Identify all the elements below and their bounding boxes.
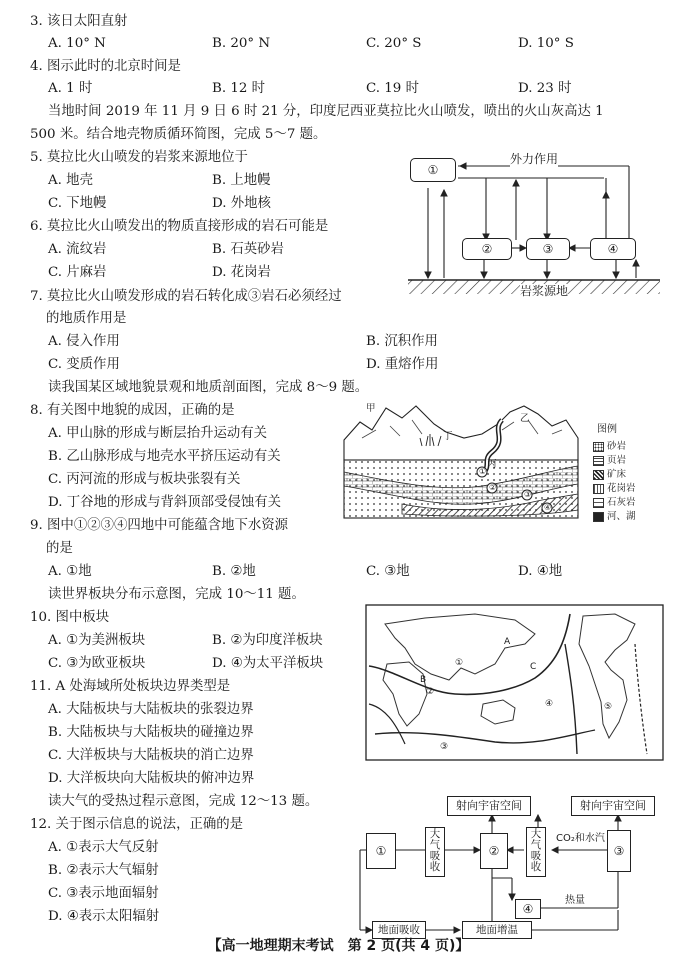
geo-num-3: ③ bbox=[524, 490, 532, 499]
heat-co2-label: CO₂和水汽 bbox=[556, 833, 605, 844]
text-line-q5: 5. 莫拉比火山喷发的岩浆来源地位于 bbox=[30, 150, 248, 165]
geo-legend-label: 花岗岩 bbox=[607, 483, 636, 494]
heat-space-box-2: 射向宇宙空间 bbox=[571, 796, 655, 816]
text-line-q11b: B. 大陆板块与大陆板块的碰撞边界 bbox=[48, 725, 254, 740]
plate-label: B bbox=[420, 675, 427, 685]
text-line-q5c: C. 下地幔 bbox=[48, 196, 107, 211]
legend-swatch-icon bbox=[593, 484, 604, 494]
world-plates-map bbox=[365, 604, 664, 761]
text-line-q9b: 的是 bbox=[46, 541, 73, 556]
text-line-q3c: C. 20° S bbox=[366, 36, 422, 51]
geo-num-2: ② bbox=[489, 483, 497, 492]
geo-legend-label: 河、湖 bbox=[607, 511, 636, 522]
plate-label: ④ bbox=[545, 699, 554, 709]
geo-label-jia: 甲 bbox=[366, 403, 376, 414]
text-line-q9oc: C. ③地 bbox=[366, 564, 410, 579]
geo-legend-item bbox=[593, 510, 636, 524]
legend-swatch-icon bbox=[593, 498, 604, 508]
text-line-stem1213: 读大气的受热过程示意图，完成 12～13 题。 bbox=[48, 794, 319, 809]
text-line-q7od: D. 重熔作用 bbox=[366, 357, 439, 372]
text-line-q6c: C. 片麻岩 bbox=[48, 265, 107, 280]
heat-space-box-1: 射向宇宙空间 bbox=[447, 796, 531, 816]
plate-label: ③ bbox=[440, 742, 449, 752]
rock-box-4: ④ bbox=[590, 238, 636, 260]
heat-heat-label: 热量 bbox=[565, 895, 585, 906]
plate-label: C bbox=[530, 662, 537, 672]
text-line-q6a: A. 流纹岩 bbox=[48, 242, 107, 257]
text-line-q9oa: A. ①地 bbox=[48, 564, 92, 579]
legend-swatch-icon bbox=[593, 442, 604, 452]
heat-box-1: ① bbox=[366, 833, 396, 869]
geo-legend-label: 矿床 bbox=[607, 469, 627, 480]
text-line-q12d: D. ④表示太阳辐射 bbox=[48, 909, 160, 924]
text-line-q11: 11. A 处海域所处板块边界类型是 bbox=[30, 679, 231, 694]
text-line-q5b: B. 上地幔 bbox=[212, 173, 271, 188]
text-line-q11d: D. 大洋板块向大陆板块的俯冲边界 bbox=[48, 771, 255, 786]
text-line-q8a: A. 甲山脉的形成与断层抬升运动有关 bbox=[48, 426, 268, 441]
text-line-q10a: A. ①为美洲板块 bbox=[48, 633, 146, 648]
heat-atm-absorb-2: 大气吸收 bbox=[526, 827, 546, 877]
geo-legend-label: 砂岩 bbox=[607, 441, 627, 452]
external-force-label: 外力作用 bbox=[510, 149, 558, 169]
heat-atm-absorb-1: 大气吸收 bbox=[425, 827, 445, 877]
geo-legend-title: 图例 bbox=[597, 424, 617, 435]
plate-label: A bbox=[504, 637, 511, 647]
text-line-q10b: B. ②为印度洋板块 bbox=[212, 633, 323, 648]
text-line-q5a: A. 地壳 bbox=[48, 173, 93, 188]
legend-swatch-icon bbox=[593, 470, 604, 480]
heat-ground-absorb: 地面吸收 bbox=[372, 921, 426, 939]
heat-ground-warm: 地面增温 bbox=[462, 921, 532, 939]
geo-label-ding: 丁 bbox=[443, 431, 453, 442]
text-line-q12c: C. ③表示地面辐射 bbox=[48, 886, 159, 901]
rock-box-2: ② bbox=[462, 238, 512, 260]
rock-box-3: ③ bbox=[526, 238, 570, 260]
page-footer: 【高一地理期末考试 第 2 页(共 4 页)】 bbox=[207, 938, 470, 954]
text-line-q6d: D. 花岗岩 bbox=[212, 265, 271, 280]
heat-box-2: ② bbox=[480, 833, 508, 869]
text-line-q3: 3. 该日太阳直射 bbox=[30, 14, 128, 29]
text-line-q7oc: C. 变质作用 bbox=[48, 357, 120, 372]
text-line-q11c: C. 大洋板块与大陆板块的消亡边界 bbox=[48, 748, 254, 763]
geo-legend-item bbox=[593, 468, 636, 482]
geo-legend-item bbox=[593, 496, 636, 510]
legend-swatch-icon bbox=[593, 456, 604, 466]
text-line-q9: 9. 图中①②③④四地中可能蕴含地下水资源 bbox=[30, 518, 289, 533]
heat-box-4: ④ bbox=[515, 899, 541, 919]
plate-label: ⑤ bbox=[604, 702, 613, 712]
text-line-q7oa: A. 侵入作用 bbox=[48, 334, 120, 349]
geo-legend-label: 石灰岩 bbox=[607, 497, 636, 508]
text-line-q6b: B. 石英砂岩 bbox=[212, 242, 284, 257]
text-line-q4c: C. 19 时 bbox=[366, 81, 419, 96]
text-line-q8c: C. 丙河流的形成与板块张裂有关 bbox=[48, 472, 241, 487]
text-line-q3b: B. 20° N bbox=[212, 36, 271, 51]
geo-legend-label: 页岩 bbox=[607, 455, 627, 466]
text-line-q10: 10. 图中板块 bbox=[30, 610, 110, 625]
geo-label-yi: 乙 bbox=[520, 413, 530, 424]
text-line-q12a: A. ①表示大气反射 bbox=[48, 840, 159, 855]
text-line-stem1011: 读世界板块分布示意图，完成 10～11 题。 bbox=[48, 587, 305, 602]
geo-legend bbox=[593, 440, 636, 524]
text-line-stem57b: 500 米。结合地壳物质循环简图，完成 5～7 题。 bbox=[30, 127, 327, 142]
plate-label: ① bbox=[455, 658, 464, 668]
rock-box-1: ① bbox=[410, 158, 456, 182]
text-line-q7: 7. 莫拉比火山喷发形成的岩石转化成③岩石必须经过 bbox=[30, 289, 342, 304]
text-line-q9od: D. ④地 bbox=[518, 564, 563, 579]
text-line-q9ob: B. ②地 bbox=[212, 564, 256, 579]
text-line-q8d: D. 丁谷地的形成与背斜顶部受侵蚀有关 bbox=[48, 495, 282, 510]
geo-legend-item bbox=[593, 454, 636, 468]
text-line-q10c: C. ③为欧亚板块 bbox=[48, 656, 146, 671]
text-line-q4d: D. 23 时 bbox=[518, 81, 572, 96]
text-line-q8b: B. 乙山脉形成与地壳水平挤压运动有关 bbox=[48, 449, 281, 464]
text-line-q7ob: B. 沉积作用 bbox=[366, 334, 438, 349]
text-line-q11a: A. 大陆板块与大陆板块的张裂边界 bbox=[48, 702, 254, 717]
geo-num-4: ④ bbox=[544, 503, 552, 512]
plate-label: ② bbox=[426, 687, 435, 697]
text-line-q12b: B. ②表示大气辐射 bbox=[48, 863, 159, 878]
legend-swatch-icon bbox=[593, 512, 604, 522]
text-line-q10d: D. ④为太平洋板块 bbox=[212, 656, 324, 671]
text-line-stem89: 读我国某区域地貌景观和地质剖面图，完成 8～9 题。 bbox=[48, 380, 369, 395]
text-line-q4: 4. 图示此时的北京时间是 bbox=[30, 59, 181, 74]
text-line-q5d: D. 外地核 bbox=[212, 196, 271, 211]
text-line-q7b: 的地质作用是 bbox=[46, 311, 127, 326]
geo-label-bing: 丙 bbox=[487, 459, 497, 470]
geo-num-1: ① bbox=[479, 467, 487, 476]
geo-legend-item bbox=[593, 482, 636, 496]
text-line-q8: 8. 有关图中地貌的成因，正确的是 bbox=[30, 403, 235, 418]
text-line-stem57a: 当地时间 2019 年 11 月 9 日 6 时 21 分，印度尼西亚莫拉比火山喷发，喷出的火山灰高达 1 bbox=[48, 104, 604, 119]
geo-legend-item bbox=[593, 440, 636, 454]
text-line-q4b: B. 12 时 bbox=[212, 81, 266, 96]
text-line-q3d: D. 10° S bbox=[518, 36, 574, 51]
text-line-q12: 12. 关于图示信息的说法，正确的是 bbox=[30, 817, 244, 832]
text-line-q6: 6. 莫拉比火山喷发出的物质直接形成的岩石可能是 bbox=[30, 219, 329, 234]
heat-box-3: ③ bbox=[607, 830, 631, 872]
text-line-q4a: A. 1 时 bbox=[48, 81, 93, 96]
text-line-q3a: A. 10° N bbox=[48, 36, 106, 51]
magma-source-label: 岩浆源地 bbox=[520, 284, 569, 298]
